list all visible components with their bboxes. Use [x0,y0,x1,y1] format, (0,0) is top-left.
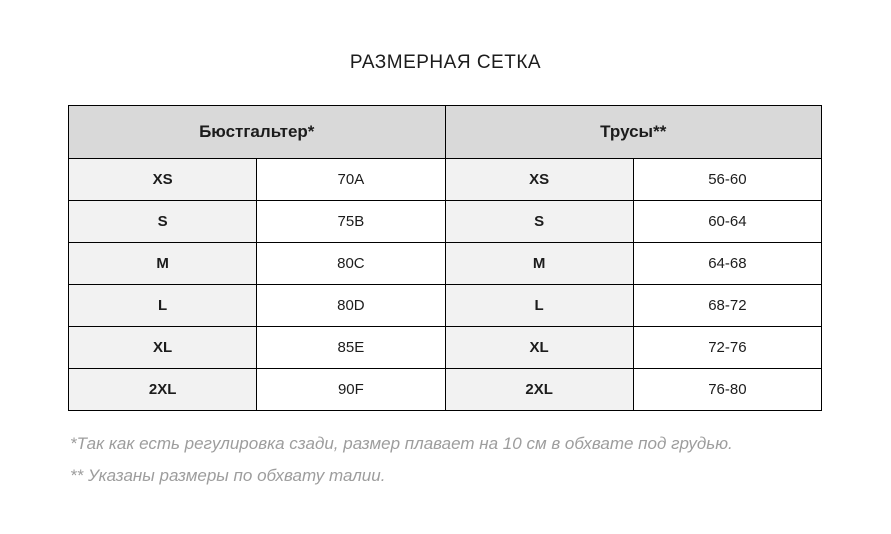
bra-column-header: Бюстгальтер* [69,106,446,159]
panties-column-header: Трусы** [445,106,822,159]
panties-size-cell: 2XL [445,369,633,411]
bra-value-cell: 80C [257,243,445,285]
panties-value-cell: 56-60 [633,159,821,201]
panties-size-cell: L [445,285,633,327]
panties-size-cell: S [445,201,633,243]
bra-value-cell: 90F [257,369,445,411]
table-header-row [69,106,822,159]
page-title: РАЗМЕРНАЯ СЕТКА [349,52,542,73]
footnote-bra: *Так как есть регулировка сзади, размер плавает на 10 см в обхвате под грудью. [70,434,733,453]
bra-size-cell: S [69,201,257,243]
panties-size-cell: XS [445,159,633,201]
table-row [69,159,822,201]
panties-value-cell: 72-76 [633,327,821,369]
panties-size-cell: XL [445,327,633,369]
panties-value-cell: 60-64 [633,201,821,243]
size-chart-table [68,105,822,411]
bra-size-cell: M [69,243,257,285]
table-row [69,285,822,327]
panties-value-cell: 76-80 [633,369,821,411]
footnotes [70,433,850,497]
table-row [69,243,822,285]
panties-value-cell: 68-72 [633,285,821,327]
panties-size-cell: M [445,243,633,285]
panties-value-cell: 64-68 [633,243,821,285]
bra-size-cell: XL [69,327,257,369]
table-row [69,369,822,411]
table-row [69,327,822,369]
bra-size-cell: 2XL [69,369,257,411]
bra-value-cell: 80D [257,285,445,327]
bra-size-cell: L [69,285,257,327]
bra-value-cell: 70A [257,159,445,201]
bra-value-cell: 75B [257,201,445,243]
table-row [69,201,822,243]
bra-value-cell: 85E [257,327,445,369]
footnote-panties: ** Указаны размеры по обхвату талии. [70,465,386,485]
bra-size-cell: XS [69,159,257,201]
